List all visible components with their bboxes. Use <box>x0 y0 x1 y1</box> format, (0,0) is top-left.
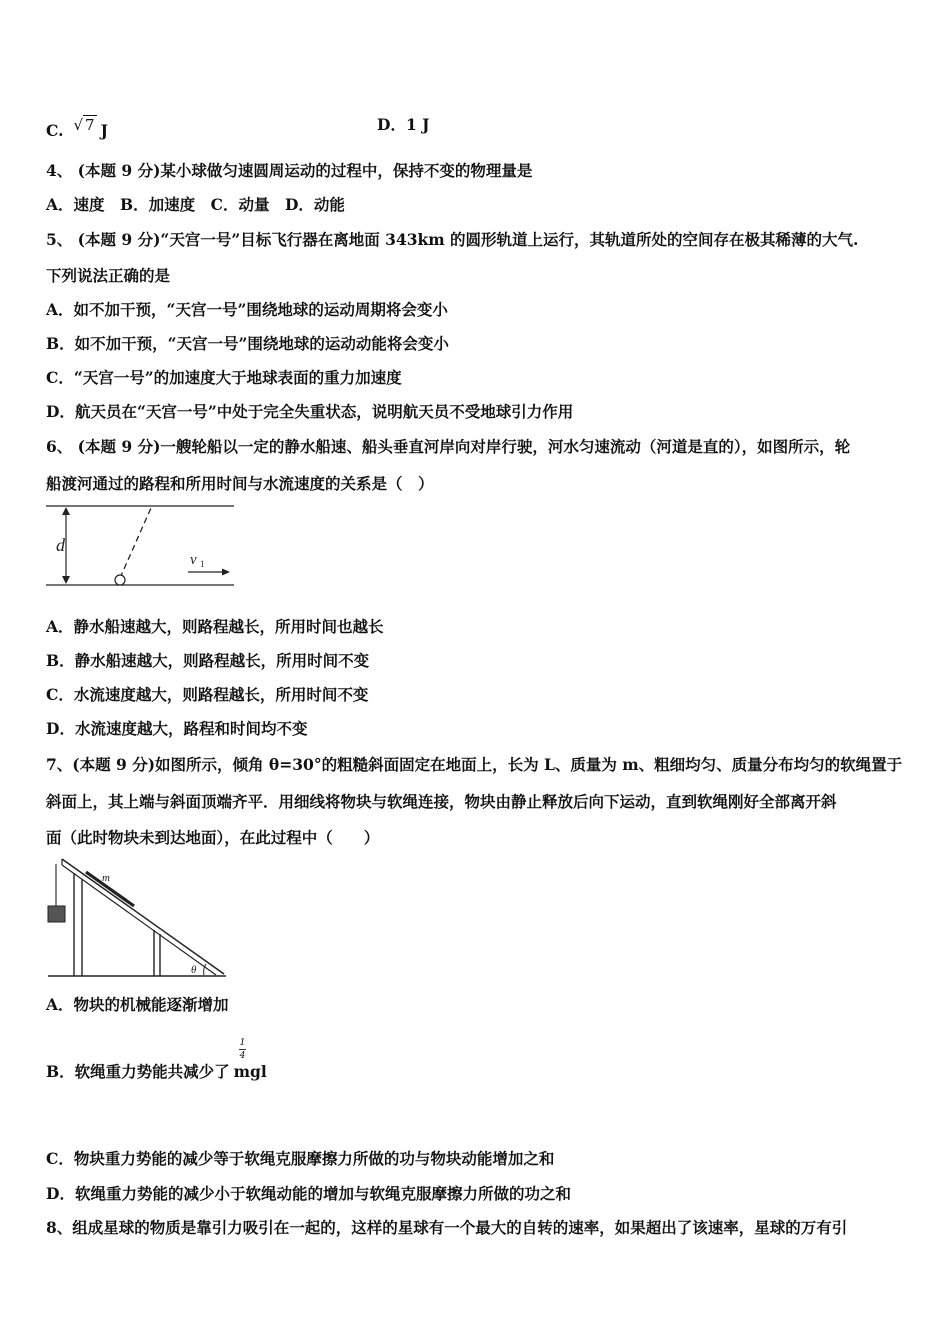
width-arrow-head-down <box>62 576 70 584</box>
q5-stem-line2: 下列说法正确的是 <box>46 266 171 285</box>
flow-arrow-head <box>222 569 230 576</box>
q6-option-d: D．水流速度越大，路程和时间均不变 <box>46 719 308 738</box>
incline-figure <box>44 856 232 982</box>
q4-stem: 4、 (本题 9 分)某小球做匀速圆周运动的过程中，保持不变的物理量是 <box>46 161 533 180</box>
q7-stem-line2: 斜面上，其上端与斜面顶端齐平．用细线将物块与软绳连接，物块由静止释放后向下运动，直到软绳刚好全部离开斜 <box>46 792 837 811</box>
q5-option-b: B．如不加干预，“天宫一号”围绕地球的运动动能将会变小 <box>46 334 449 353</box>
q5-stem-line1: 5、 (本题 9 分)“天宫一号”目标飞行器在离地面 343km 的圆形轨道上运行，其轨道所处的空间存在极其稀薄的大气. <box>46 230 859 249</box>
figure-label-d: d <box>56 535 65 555</box>
fraction-denominator: 4 <box>239 1051 246 1061</box>
q7-stem-line1: 7、(本题 9 分)如图所示，倾角 θ=30°的粗糙斜面固定在地面上，长为 L、质量为 m、粗细均匀、质量分布均匀的软绳置于 <box>46 755 903 774</box>
q5-option-a: A．如不加干预，“天宫一号”围绕地球的运动周期将会变小 <box>46 300 448 319</box>
q6-stem-line2: 船渡河通过的路程和所用时间与水流速度的关系是（ ） <box>46 474 434 493</box>
figure-label-theta: θ <box>191 964 197 976</box>
q8-stem-line1: 8、组成星球的物质是靠引力吸引在一起的，这样的星球有一个最大的自转的速率，如果超出了该速率，星球的万有引 <box>46 1218 848 1237</box>
q6-option-a: A．静水船速越大，则路程越长，所用时间也越长 <box>46 617 384 636</box>
q6-stem-line1: 6、 (本题 9 分)一艘轮船以一定的静水船速、船头垂直河岸向对岸行驶，河水匀速流动（河道是直的），如图所示，轮 <box>46 437 851 456</box>
q6-option-c: C．水流速度越大，则路程越长，所用时间不变 <box>46 685 369 704</box>
q5-option-d: D．航天员在“天宫一号”中处于完全失重状态，说明航天员不受地球引力作用 <box>46 402 574 421</box>
fraction-numerator: 1 <box>239 1038 246 1048</box>
boat-icon <box>115 575 125 585</box>
q5-option-c: C．“天宫一号”的加速度大于地球表面的重力加速度 <box>46 368 402 387</box>
q7-option-b-suffix: mgl <box>233 1062 267 1081</box>
figure-label-m: m <box>102 872 110 884</box>
incline-upper-edge <box>62 859 224 974</box>
q6-option-b: B．静水船速越大，则路程越长，所用时间不变 <box>46 651 370 670</box>
figure-label-v: v <box>190 552 197 568</box>
figure-label-v-sub: 1 <box>200 559 205 569</box>
incline-lower-edge <box>62 865 216 975</box>
river-crossing-figure <box>40 500 240 592</box>
angle-arc <box>204 964 206 975</box>
hanging-block <box>48 906 65 922</box>
q3-radicand: 7 <box>85 116 95 134</box>
q3-option-c-unit: J <box>100 121 108 140</box>
soft-rope-on-incline <box>86 872 134 906</box>
sqrt-symbol: √ 7 <box>73 116 95 134</box>
q7-option-a: A．物块的机械能逐渐增加 <box>46 995 229 1014</box>
q7-option-c: C．物块重力势能的减少等于软绳克服摩擦力所做的功与物块动能增加之和 <box>46 1149 555 1168</box>
q3-option-c <box>46 115 108 141</box>
q3-option-c-prefix: C. <box>46 121 64 140</box>
q3-option-d: D．1 J <box>377 115 430 134</box>
q7-option-b-prefix: B．软绳重力势能共减少了 <box>46 1062 230 1081</box>
width-arrow-head-up <box>62 507 70 515</box>
q7-option-d: D．软绳重力势能的减少小于软绳动能的增加与软绳克服摩擦力所做的功之和 <box>46 1184 571 1203</box>
q7-option-b <box>46 1062 267 1082</box>
q7-option-b-fraction <box>239 1038 246 1061</box>
boat-path-dashed <box>120 508 151 578</box>
q7-stem-line3: 面（此时物块未到达地面），在此过程中（ ） <box>46 828 380 847</box>
fraction-bar <box>239 1049 246 1050</box>
q4-options: A．速度 B．加速度 C．动量 D．动能 <box>46 195 345 214</box>
